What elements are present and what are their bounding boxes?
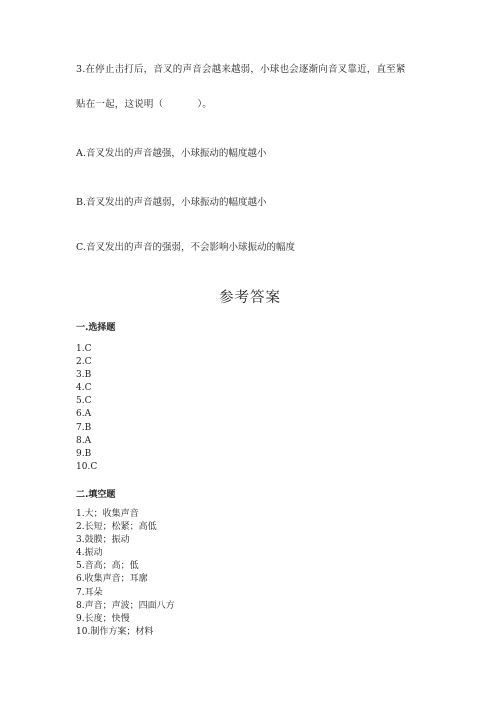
answer-key-title: 参考答案 — [219, 290, 281, 306]
section-heading-choice: 一.选择题 — [76, 323, 116, 333]
answer-item: 2.长短；松紧；高低 — [76, 522, 157, 533]
question-text-line-1: 3.在停止击打后，音叉的声音会越来越弱，小球也会逐渐向音叉靠近，直至紧 — [76, 64, 406, 75]
answer-item: 9.B — [76, 448, 92, 459]
choice-answer-list — [76, 343, 97, 474]
answer-item: 6.收集声音；耳廓 — [76, 574, 148, 585]
answer-item: 8.A — [76, 435, 92, 446]
question-line-2-prefix: 贴在一起，这说明（ — [76, 99, 164, 110]
question-line-2-suffix: ）。 — [197, 99, 212, 110]
answer-item: 6.A — [76, 409, 92, 420]
answer-item: 7.耳朵 — [76, 587, 103, 598]
option-c: C.音叉发出的声音的强弱，不会影响小球振动的幅度 — [76, 242, 295, 253]
answer-item: 2.C — [76, 357, 92, 368]
answer-item: 3.鼓膜；振动 — [76, 535, 130, 546]
answer-item: 8.声音；声波；四面八方 — [76, 600, 175, 611]
answer-item: 9.长度；快慢 — [76, 613, 130, 624]
answer-item: 5.C — [76, 396, 92, 407]
answer-item: 3.B — [76, 370, 92, 381]
section-heading-fill-blank: 二.填空题 — [76, 490, 116, 500]
option-b: B.音叉发出的声音越弱，小球振动的幅度越小 — [76, 197, 267, 208]
answer-item: 7.B — [76, 422, 92, 433]
answer-item: 1.大；收集声音 — [76, 509, 139, 519]
answer-item: 10.制作方案；材料 — [76, 626, 154, 637]
question-text-line-2 — [76, 96, 212, 110]
fill-blank-answer-list — [76, 508, 175, 639]
answer-item: 1.C — [76, 344, 92, 354]
answer-item: 5.音高；高；低 — [76, 561, 139, 572]
answer-item: 4.振动 — [76, 548, 103, 559]
answer-item: 4.C — [76, 383, 92, 394]
answer-item: 10.C — [76, 461, 98, 472]
option-a: A.音叉发出的声音越强，小球振动的幅度越小 — [76, 148, 267, 159]
